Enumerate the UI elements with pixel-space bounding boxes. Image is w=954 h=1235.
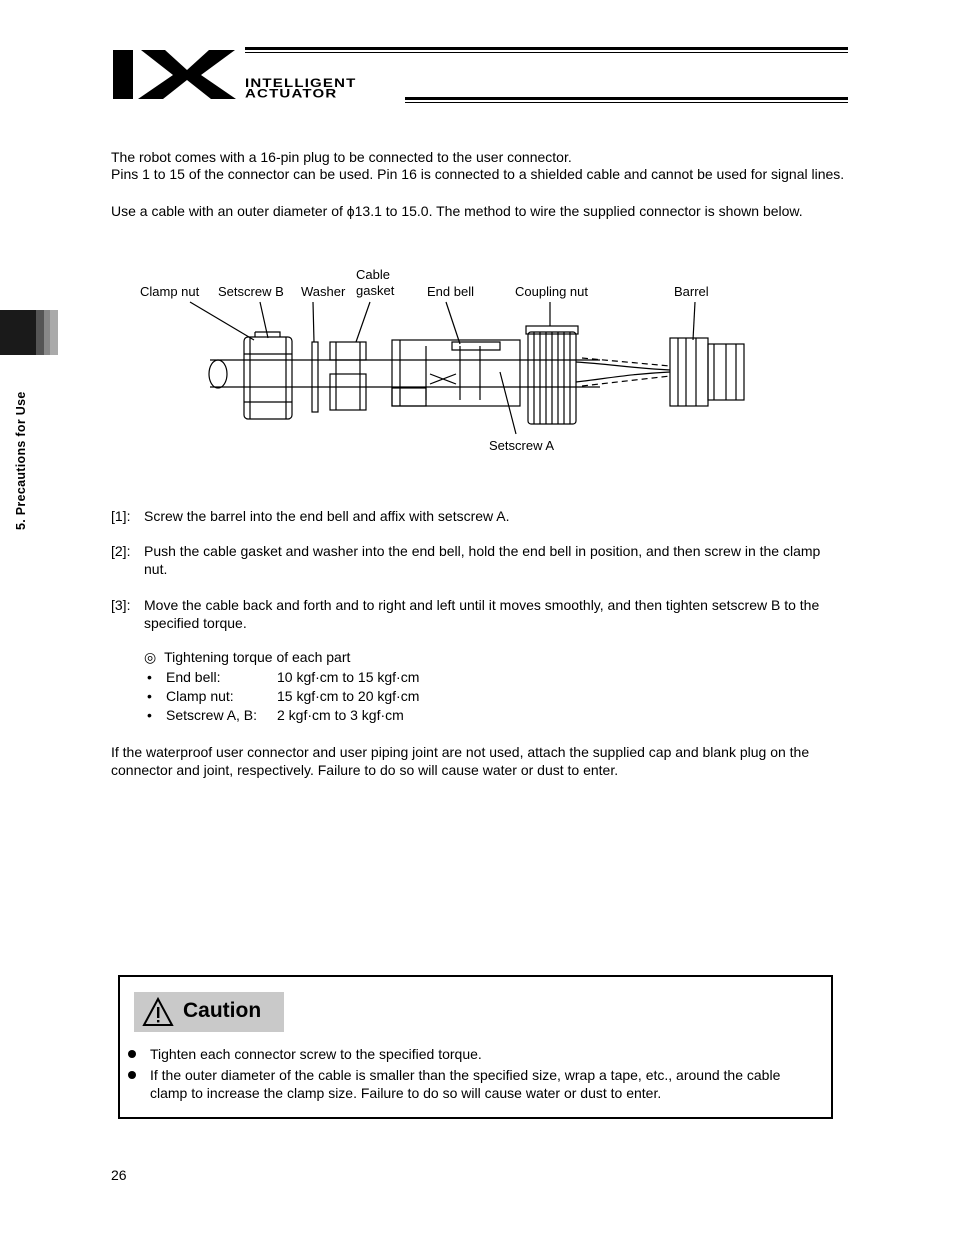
section-label: 5. Precautions for Use [14, 391, 28, 530]
warning-icon [142, 997, 174, 1027]
bullet-icon [128, 1071, 136, 1079]
label-coupling-nut: Coupling nut [515, 284, 588, 299]
label-cable-gasket-line1: Cable [356, 267, 390, 282]
header-rule-top [245, 47, 848, 50]
step-text: Move the cable back and forth and to right and left until it moves smoothly, and then tighten setscrew B to the specified torque. [144, 597, 820, 631]
torque-heading: ◎ Tightening torque of each part [144, 649, 351, 665]
bullet-icon: • [147, 707, 152, 723]
page-number: 26 [111, 1167, 127, 1183]
step-number: [2]: [111, 543, 131, 559]
label-washer: Washer [301, 284, 346, 299]
label-barrel: Barrel [674, 284, 709, 299]
step-text: Screw the barrel into the end bell and affix with setscrew A. [144, 508, 510, 524]
bullet-icon: • [147, 669, 152, 685]
bullet-icon [128, 1050, 136, 1058]
torque-item: • End bell: 10 kgf·cm to 15 kgf·cm [147, 669, 420, 685]
double-circle-icon: ◎ [144, 649, 157, 665]
torque-item: • Setscrew A, B: 2 kgf·cm to 3 kgf·cm [147, 707, 404, 723]
intro-paragraph-2: Pins 1 to 15 of the connector can be used. Pin 16 is connected to a shielded cable and cannot be used for signal lines. [111, 166, 845, 182]
label-setscrew-b: Setscrew B [218, 284, 284, 299]
step-number: [1]: [111, 508, 131, 524]
step-text: Push the cable gasket and washer into the end bell, hold the end bell in position, and then screw in the clamp nut. [144, 543, 821, 577]
torque-item: • Clamp nut: 15 kgf·cm to 20 kgf·cm [147, 688, 420, 704]
label-clamp-nut: Clamp nut [140, 284, 200, 299]
label-end-bell: End bell [427, 284, 474, 299]
header-rule-bottom [405, 97, 848, 100]
caution-header [134, 992, 284, 1032]
ix-logo [113, 46, 238, 102]
intro-paragraph-1: The robot comes with a 16-pin plug to be connected to the user connector. [111, 149, 572, 165]
logo-wordmark: INTELLIGENT ACTUATOR [245, 76, 357, 101]
header-rule-top-thin [245, 52, 848, 53]
label-setscrew-a: Setscrew A [489, 438, 555, 453]
note-paragraph: If the waterproof user connector and user piping joint are not used, attach the supplied cap and blank plug on the connector and joint, respectively. Failure to do so will cause water or dust to enter. [111, 744, 810, 778]
label-cable-gasket-line2: gasket [356, 283, 395, 298]
connector-diagram [130, 262, 770, 462]
caution-title: Caution [183, 999, 262, 1022]
intro-paragraph-3: Use a cable with an outer diameter of ϕ13.1 to 15.0. The method to wire the supplied connector is shown below. [111, 203, 803, 219]
step-number: [3]: [111, 597, 131, 613]
bullet-icon: • [147, 688, 152, 704]
header-rule-bottom-thin [405, 102, 848, 103]
section-tab [0, 310, 58, 355]
